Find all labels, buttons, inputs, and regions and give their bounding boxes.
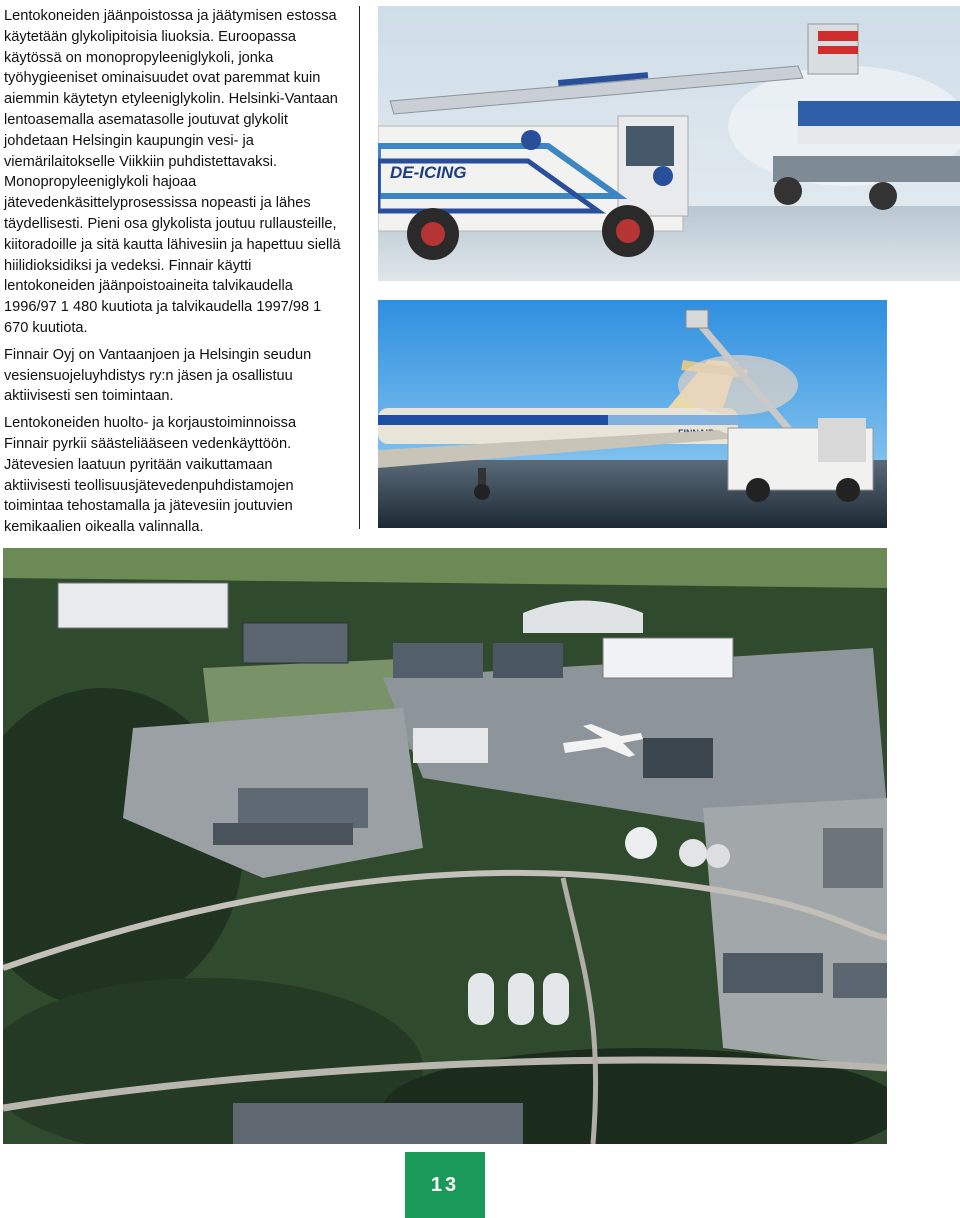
paragraph-maintenance: Lentokoneiden huolto- ja korjaustoiminnoissa Finnair pyrkii säästeliääseen vedenkäyttöön. Jätevesien laatuun pyritään vaikuttamaan aktiivisesti teollisuusjätevedenpuhdistamojen toimintaa tehostamalla ja jätevesiin joutuvien kemikaalien oikealla valinnalla. <box>4 415 297 536</box>
aerial-view-photo <box>3 548 887 1144</box>
page-number: 13 <box>405 1152 485 1218</box>
truck-label: DE-ICING <box>390 163 467 182</box>
aircraft-deicing-photo <box>378 300 887 528</box>
paragraph-membership: Finnair Oyj on Vantaanjoen ja Helsingin seudun vesiensuojeluyhdistys ry:n jäsen ja osallistuu aktiivisesti sen toimintaan. <box>4 346 312 405</box>
paragraph-deicing: Lentokoneiden jäänpoistossa ja jäätymisen estossa käytetään glykolipitoisia liuoksia. Euroopassa käytössä on monopropyleeniglykoli, jonka työhygieeniset ominaisuudet ovat paremmat kuin aiemmin käytetyn etyleeniglykolin. Helsinki-Vantaan lentoasemalla asematasolle joutuvat glykolit johdetaan Helsingin kaupungin vesi- ja viemärilaitokselle Viikkiin puhdistettavaksi. Monopropyleeniglykoli hajoaa jätevedenkäsittelyprosessissa nopeasti ja lähes täydellisesti. Pieni osa glykolista joutuu rullausteille, kiitoradoille ja sitä kautta lähivesiin ja hapettuu siellä hiilidioksidiksi ja vedeksi. Finnair käytti lentokoneiden jäänpoistoaineita talvikaudella 1996/97 1 480 kuutiota ja talvikaudella 1997/98 1 670 kuutiota. <box>4 8 341 336</box>
column-divider <box>359 6 360 529</box>
article-text <box>4 6 342 544</box>
deicing-truck-photo <box>378 6 960 281</box>
